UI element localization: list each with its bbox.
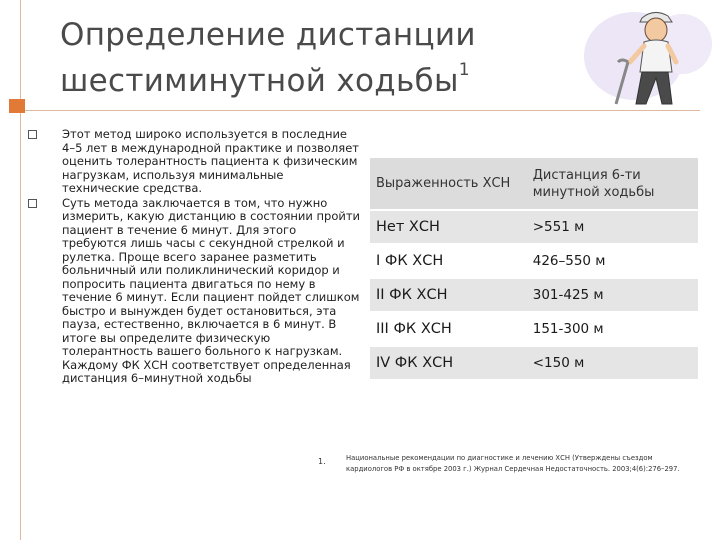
bullet-text: Этот метод широко используется в последние 4–5 лет в международной практике и позволяет оценить толерантность пациента к физическим нагрузкам, используя минимальные технические средства.	[62, 127, 359, 195]
bullet-text: Суть метода заключается в том, что нужно измерить, какую дистанцию в состоянии пройти пациент в течение 6 минут. Для этого требуются лишь часы с секундной стрелкой и рулетка. Проще всего заранее разметить больничный или поликлинический коридор и попросить пациента двигаться по нему в течение 6 минут. Если пациент пойдет слишком быстро и вынужден будет остановиться, эта пауза, естественно, включается в 6 минут. В итоге вы определите физическую толерантность вашего больного к нагрузкам. Каждому ФК ХСН соответствует определенная дистанция 6–минутной ходьбы	[62, 195, 361, 385]
cell-class: I ФК ХСН	[370, 245, 523, 277]
table-row	[370, 313, 698, 345]
cell-distance: >551 м	[523, 211, 698, 243]
cell-distance: 151-300 м	[523, 313, 698, 345]
cell-class: II ФК ХСН	[370, 279, 523, 311]
cell-class: Нет ХСН	[370, 211, 523, 243]
square-bullet-icon	[28, 130, 37, 139]
title-line-1: Определение дистанции	[60, 17, 476, 53]
header-chf-severity: Выраженность ХСН	[370, 158, 523, 209]
accent-square	[9, 99, 25, 113]
left-rule	[20, 0, 21, 540]
bullet-list	[28, 128, 362, 386]
cell-distance: <150 м	[523, 347, 698, 379]
footnote-number: 1.	[318, 457, 326, 466]
table-row	[370, 245, 698, 277]
table-header-row	[370, 158, 698, 209]
slide-title	[60, 12, 580, 104]
title-line-2-text: шестиминутной ходьбы	[60, 63, 459, 99]
header-walk-distance: Дистанция 6-ти минутной ходьбы	[523, 158, 698, 209]
cell-distance: 426–550 м	[523, 245, 698, 277]
table-row	[370, 211, 698, 243]
walking-man-with-cane-icon	[580, 4, 714, 108]
title-rule	[20, 110, 700, 111]
chf-distance-table	[370, 156, 698, 381]
title-line-2	[60, 58, 580, 104]
footnote-text: Национальные рекомендации по диагностике и лечению ХСН (Утверждены съездом кардиологов РФ в октябре 2003 г.) Журнал Сердечная Недостаточность. 2003;4(6):276–297.	[346, 454, 680, 473]
table-row	[370, 347, 698, 379]
cell-class: III ФК ХСН	[370, 313, 523, 345]
cell-class: IV ФК ХСН	[370, 347, 523, 379]
square-bullet-icon	[28, 199, 37, 208]
bullet-item	[28, 128, 362, 196]
title-footnote-mark: 1	[458, 60, 470, 80]
bullet-item	[28, 197, 362, 386]
cell-distance: 301-425 м	[523, 279, 698, 311]
table-row	[370, 279, 698, 311]
